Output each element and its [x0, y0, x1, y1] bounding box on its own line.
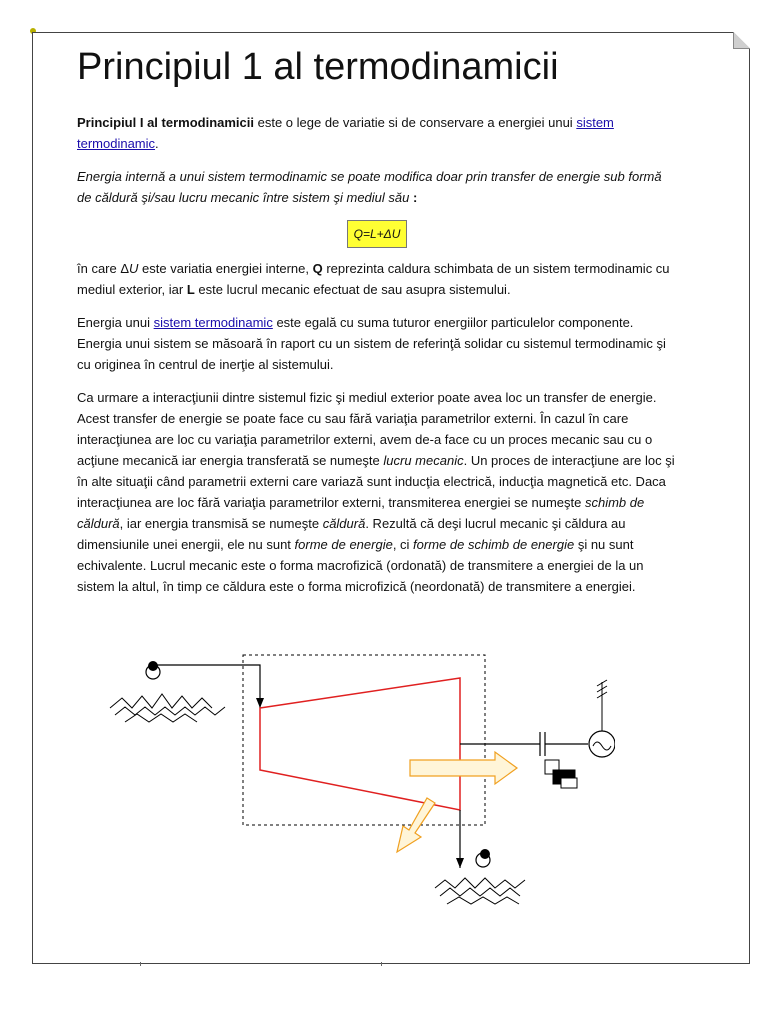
- paragraph-definition: Principiul I al termodinamicii este o lege de variatie si de conservare a energiei unui sistem termodinamic.: [77, 115, 614, 151]
- work-output-arrow: [410, 752, 517, 784]
- outlet-fluid-icon: [435, 878, 525, 904]
- paragraph-system-energy: Energia unui sistem termodinamic este egală cu suma tuturor energiilor particulelor componente. Energia unui sistem se măsoară în raport cu un sistem de referinţă solidar cu sistemul termodinamic şi cu originea în centrul de inerţie al sistemului.: [77, 315, 666, 372]
- inlet-fluid-icon: [110, 694, 225, 722]
- inlet-arrow-icon: [256, 698, 264, 708]
- paragraph-formula-explanation: în care ΔU este variatia energiei interne, Q reprezinta caldura schimbata de un sistem termodinamic cu mediul exterior, iar L este lucrul mecanic efectuat de sau asupra sistemului.: [77, 261, 670, 297]
- page-corner-fold: [733, 32, 750, 49]
- page-title: Principiul 1 al termodinamicii: [77, 46, 559, 88]
- page-bottom-markers: [140, 962, 382, 966]
- turbine-diagram: [75, 620, 615, 920]
- outlet-arrow-icon: [456, 858, 464, 868]
- turbine-body: [260, 678, 460, 810]
- link-sistem-termodinamic-1[interactable]: sistem termodinamic: [77, 115, 614, 151]
- control-volume-boundary: [243, 655, 485, 825]
- formula-box: Q=L+ΔU: [347, 220, 407, 248]
- definition-term: Principiul I al termodinamicii: [77, 115, 254, 130]
- work-output-icon: [545, 760, 577, 788]
- generator-icon: [589, 731, 615, 757]
- formula-container: [77, 220, 677, 248]
- inlet-flow-line: [157, 665, 260, 708]
- paragraph-energy-transfer: Ca urmare a interacţiunii dintre sistemul fizic şi mediul exterior poate avea loc un transfer de energie. Acest transfer de energie se poate face cu sau fără variaţia parametrilor externi. În cazul în care interacţiunea are loc cu variaţia parametrilor externi, avem de-a face cu un proces mecanic sau cu o acţiune mecanică iar energia transferată se numeşte lucru mecanic. Un proces de interacţiune are loc şi în alte situaţii când parametrii externi care variază sunt inducţia electrică, inducţia magnetică etc. Daca interacţiunea are loc fără variaţia parametrilor externi, transmiterea energiei se numeşte schimb de căldură, iar energia transmisă se numeşte căldură. Rezultă că deşi lucrul mecanic şi căldura au dimensiunile unei energii, ele nu sunt forme de energie, ci forme de schimb de energie şi nu sunt echivalente. Lucrul mecanic este o forma macrofizică (ordonată) de transmitere a energiei de la un sistem la altul, în timp ce căldura este o forma microfizică (neordonată) de transmitere a energiei.: [77, 390, 675, 594]
- ground-hatch-icon: [597, 680, 607, 698]
- link-sistem-termodinamic-2[interactable]: sistem termodinamic: [153, 315, 273, 330]
- paragraph-internal-energy: Energia internă a unui sistem termodinamic se poate modifica doar prin transfer de energie sub formă de căldură şi/sau lucru mecanic între sistem şi mediul său :: [77, 169, 662, 205]
- document-content: [77, 42, 677, 609]
